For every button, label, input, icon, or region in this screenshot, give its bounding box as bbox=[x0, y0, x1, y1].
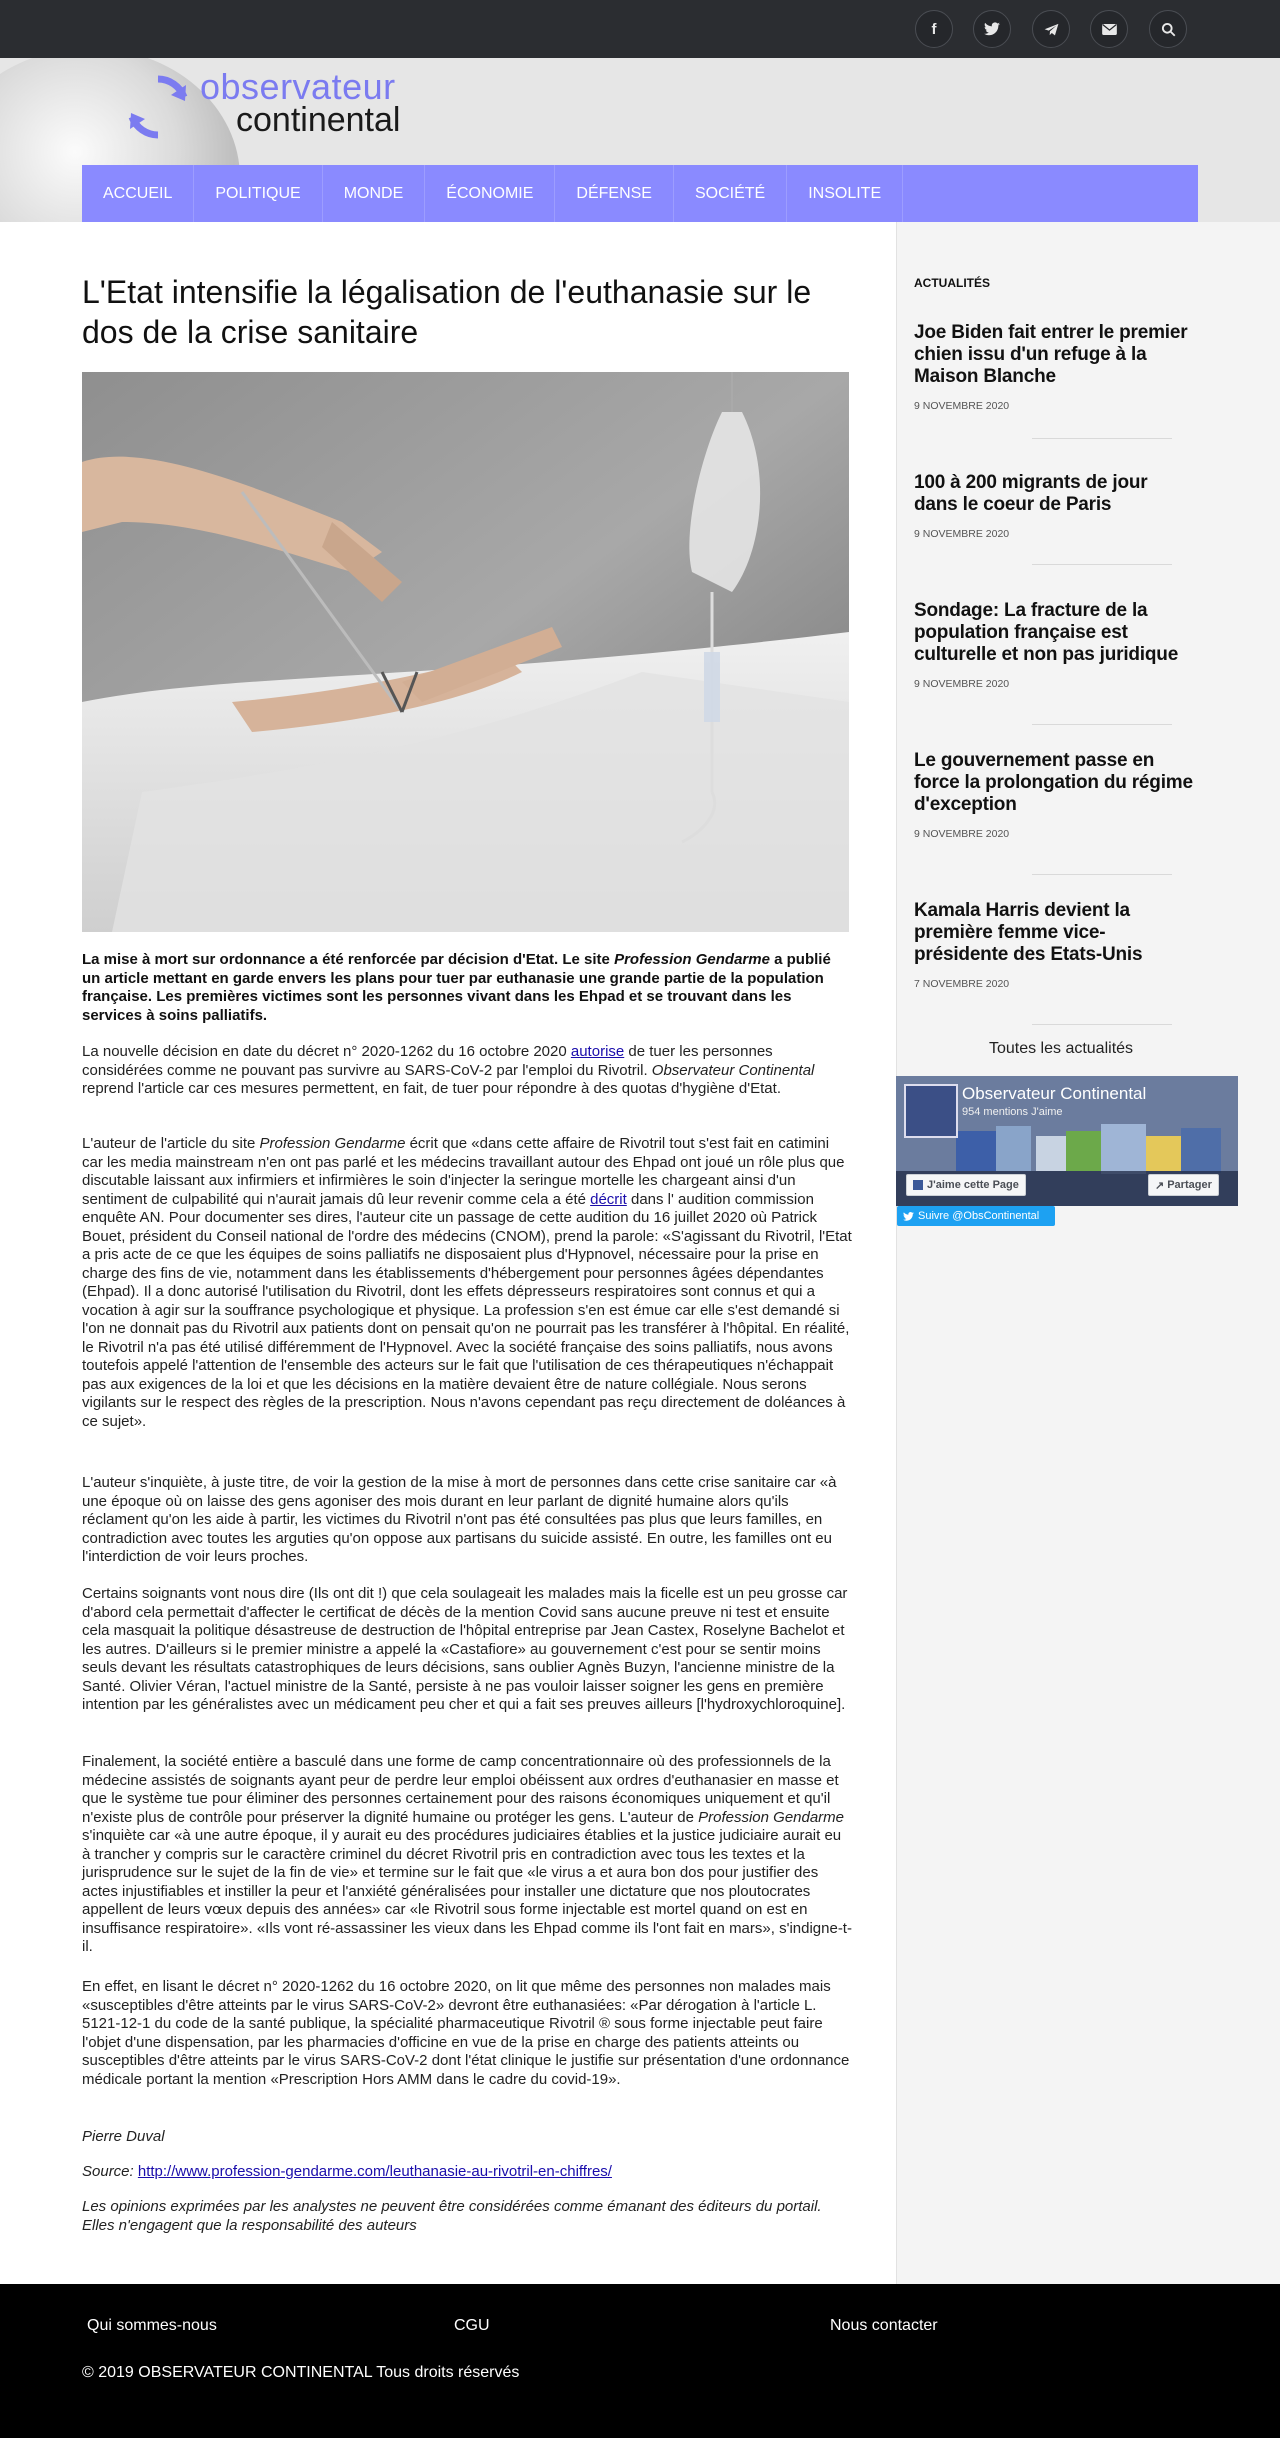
twitter-icon bbox=[903, 1212, 914, 1221]
news-title[interactable]: Joe Biden fait entrer le premier chien issu d'un refuge à la Maison Blanche bbox=[914, 322, 1188, 387]
news-date: 9 NOVEMBRE 2020 bbox=[914, 828, 1010, 840]
news-item-5[interactable] bbox=[914, 900, 1194, 990]
news-divider bbox=[1032, 724, 1172, 725]
article-paragraph-6: En effet, en lisant le décret n° 2020-1262 du 16 octobre 2020, on lit que même des personnes non malades mais «susceptibles d'être atteints par le virus SARS-CoV-2» devront être euthanasiées: «Par dérogation à l'article L. 5121-12-1 du code de la santé publique, la spécialité pharmaceutique Rivotril ® sous forme injectable peut faire l'objet d'une dispensation, par les pharmacies d'officine en vue de la prise en charge des patients atteints ou susceptibles d'être atteints par le virus SARS-CoV-2 dont l'état clinique le justifie sur présentation d'une ordonnance médicale portant la mention «Prescription Hors AMM dans le cadre du covid-19». bbox=[82, 1978, 850, 2088]
p1-text-a: La nouvelle décision en date du décret n° 2020-1262 du 16 octobre 2020 bbox=[82, 1043, 571, 1060]
all-news-link[interactable]: Toutes les actualités bbox=[988, 1040, 1134, 1057]
nav-politique[interactable]: POLITIQUE bbox=[194, 165, 322, 222]
p2-text-b: écrit que «dans cette affaire de Rivotril tout s'est fait en catimini car les media mainstream n'en ont pas parlé et les médecins travaillant autour des Ehpad ont joué un rôle plus que discutable laissant aux infirmiers et infirmières le soin d'injecter la seringue mortelle les chargeant ainsi d'un sentiment de culpabilité qui n'aurait jamais dû leur revenir comme cela a été bbox=[82, 1135, 845, 1208]
lead-text-b: a publié un article mettant en garde envers les plans pour tuer par euthanasie une grande partie de la population française. Les premières victimes sont les personnes vivant dans les Ehpad et se trouvant dans les services à soins palliatifs. bbox=[82, 951, 831, 1024]
fb-page-name[interactable]: Observateur Continental bbox=[962, 1084, 1147, 1103]
twitter-icon[interactable] bbox=[973, 10, 1011, 48]
article-author: Pierre Duval bbox=[82, 2128, 165, 2145]
nav-insolite[interactable]: INSOLITE bbox=[787, 165, 903, 222]
logo-text-continental[interactable]: continental bbox=[236, 101, 401, 139]
news-divider bbox=[1032, 438, 1172, 439]
news-divider bbox=[1032, 874, 1172, 875]
nav-accueil[interactable]: ACCUEIL bbox=[82, 165, 194, 222]
news-divider bbox=[1032, 564, 1172, 565]
source-link[interactable]: http://www.profession-gendarme.com/leuthanasie-au-rivotril-en-chiffres/ bbox=[137, 2163, 612, 2180]
news-title[interactable]: 100 à 200 migrants de jour dans le coeur de Paris bbox=[914, 472, 1148, 515]
article-source bbox=[82, 2163, 852, 2182]
p2-text-a: L'auteur de l'article du site bbox=[82, 1135, 260, 1152]
autorise-link[interactable]: autorise bbox=[570, 1043, 625, 1060]
news-date: 9 NOVEMBRE 2020 bbox=[914, 678, 1010, 690]
nav-defense[interactable]: DÉFENSE bbox=[555, 165, 674, 222]
article-disclaimer: Les opinions exprimées par les analystes ne peuvent être considérées comme émanant des éditeurs du portail. Elles n'engagent que la responsabilité des auteurs bbox=[82, 2198, 822, 2234]
news-date: 9 NOVEMBRE 2020 bbox=[914, 528, 1010, 540]
fb-share-label: Partager bbox=[1167, 1179, 1212, 1191]
telegram-icon[interactable] bbox=[1032, 10, 1070, 48]
p5-text-a: Finalement, la société entière a basculé dans une forme de camp concentrationnaire où des professionnels de la médecine assistés de soignants ayant peur de perdre leur emploi obéissent aux ordres d'euthanasier en masse et que le système tue pour éliminer des personnes certainement pour des raisons économiques uniquement et qu'il n'existe plus de contrôle pour préserver la dignité humaine ou protéger les gens. L'auteur de bbox=[82, 1753, 839, 1826]
footer-about-link[interactable]: Qui sommes-nous bbox=[87, 2317, 217, 2334]
p1-text-b: de tuer les personnes considérées comme ne pouvant pas survivre au SARS-CoV-2 par l'emploi du Rivotril. bbox=[82, 1043, 773, 1079]
fb-share-button[interactable] bbox=[1148, 1174, 1219, 1196]
news-item-2[interactable] bbox=[914, 472, 1194, 540]
p2-em: Profession Gendarme bbox=[259, 1135, 406, 1152]
fb-like-label: J'aime cette Page bbox=[927, 1179, 1019, 1191]
fb-page-avatar[interactable] bbox=[904, 1084, 958, 1138]
p2-text-c: dans l' audition commission enquête AN. Pour documenter ses dires, l'auteur cite un passage de cette audition du 16 juillet 2020 où Patrick Bouet, président du Conseil national de l'ordre des médecins (CNOM), prend la parole: «S'agissant du Rivotril, l'Etat a pris acte de ce que les équipes de soins palliatifs ne disposaient plus d'Hypnovel, nécessaire pour la prise en charge des fins de vie, notamment dans les établissements d'hébergement pour personnes âgées dépendantes (Ehpad). Il a donc autorisé l'utilisation du Rivotril, dont les effets dépresseurs respiratoires sont connus et qui a vocation à agir sur la souffrance psychologique et physique. La profession s'en est émue car elle s'est demandé si l'on ne donnait pas du Rivotril aux patients dont on pensait qu'on ne pourrait pas les transférer à l'hôpital. En réalité, le Rivotril n'a pas été utilisé différemment de l'Hypnovel. Avec la société française des soins palliatifs, nous avons toutefois appelé l'attention de l'ensemble des acteurs sur le fait que l'utilisation de ces thérapeutiques n'échappait pas aux exigences de la loi et que les décisions en la matière devaient être de nature collégiale. Nous serons vigilants sur le respect des règles de la prescription. Nous n'avons cependant pas reçu directement de doléances à ce sujet». bbox=[82, 1190, 852, 1430]
top-bar bbox=[0, 0, 1280, 58]
p1-text-c: reprend l'article car ces mesures permettent, en fait, de tuer pour répondre à des quotas d'hygiène d'Etat. bbox=[82, 1080, 781, 1097]
footer-contact-link[interactable]: Nous contacter bbox=[830, 2317, 938, 2334]
share-icon: ↗ bbox=[1155, 1179, 1165, 1192]
search-icon[interactable] bbox=[1149, 10, 1187, 48]
decrit-link[interactable]: décrit bbox=[590, 1190, 627, 1208]
article-paragraph-5 bbox=[82, 1753, 852, 1957]
lead-text-a: La mise à mort sur ordonnance a été renforcée par décision d'Etat. Le site bbox=[82, 951, 615, 968]
news-title[interactable]: Sondage: La fracture de la population française est culturelle et non pas juridique bbox=[914, 600, 1179, 665]
news-date: 9 NOVEMBRE 2020 bbox=[914, 400, 1010, 412]
nav-societe[interactable]: SOCIÉTÉ bbox=[674, 165, 787, 222]
footer-copyright: © 2019 OBSERVATEUR CONTINENTAL Tous droits réservés bbox=[82, 2364, 520, 2381]
fb-like-page-button[interactable] bbox=[906, 1174, 1026, 1196]
facebook-page-widget[interactable] bbox=[896, 1076, 1238, 1206]
news-heading: ACTUALITÉS bbox=[914, 276, 990, 290]
news-item-1[interactable] bbox=[914, 322, 1194, 412]
facebook-icon bbox=[913, 1180, 923, 1190]
news-item-3[interactable] bbox=[914, 600, 1194, 690]
news-title[interactable]: Kamala Harris devient la première femme vice-présidente des Etats-Unis bbox=[914, 900, 1143, 965]
site-footer bbox=[0, 2284, 1280, 2438]
fb-likes-count: 954 mentions J'aime bbox=[962, 1106, 1063, 1118]
news-divider bbox=[1032, 1024, 1172, 1025]
facebook-icon[interactable]: f bbox=[915, 10, 953, 48]
p1-em: Observateur Continental bbox=[651, 1061, 815, 1079]
p5-em: Profession Gendarme bbox=[698, 1808, 845, 1826]
article-title: L'Etat intensifie la légalisation de l'euthanasie sur le dos de la crise sanitaire bbox=[82, 274, 812, 350]
footer-cgu-link[interactable]: CGU bbox=[454, 2317, 490, 2334]
source-label: Source: bbox=[82, 2163, 138, 2180]
article-paragraph-3: L'auteur s'inquiète, à juste titre, de voir la gestion de la mise à mort de personnes dans cette crise sanitaire car «à une époque où on laisse des gens agoniser des mois durant en leur parlant de dignité humaine alors qu'ils réclament qu'on les aide à partir, les victimes du Rivotril n'ont pas été consultées pas plus que leurs familles, en contradiction avec toutes les arguties qu'on oppose aux partisans du suicide assisté. En outre, les familles ont eu l'interdiction de voir leurs proches. bbox=[82, 1474, 837, 1565]
logo-icon[interactable] bbox=[124, 73, 192, 141]
news-date: 7 NOVEMBRE 2020 bbox=[914, 978, 1010, 990]
twitter-follow-button[interactable] bbox=[897, 1206, 1055, 1226]
main-nav bbox=[82, 165, 1198, 222]
mail-icon[interactable] bbox=[1090, 10, 1128, 48]
article-lead bbox=[82, 951, 852, 1025]
nav-monde[interactable]: MONDE bbox=[323, 165, 426, 222]
article-paragraph-2 bbox=[82, 1135, 852, 1431]
logo-text-observateur[interactable]: observateur bbox=[200, 66, 396, 107]
article-paragraph-4: Certains soignants vont nous dire (Ils ont dit !) que cela soulageait les malades mais la ficelle est un peu grosse car d'abord cela permettait d'affecter le certificat de décès de la mention Covid sans aucune preuve ni test et ensuite cela masquait la politique désastreuse de destruction de l'hôpital entreprise par Jean Castex, Roselyne Bachelot et les autres. D'ailleurs si le premier ministre a appelé la «Castafiore» au gouvernement c'est pour se sentir moins seuls devant les résultats catastrophiques de leurs décisions, sans oublier Agnès Buzyn, l'ancienne ministre de la Santé. Olivier Véran, l'actuel ministre de la Santé, persiste à ne pas vouloir laisser soigner les gens en première intention par les généralistes avec un médicament peu cher et qui a fait ses preuves ailleurs [l'hydroxychloroquine]. bbox=[82, 1585, 848, 1713]
twitter-follow-label: Suivre @ObsContinental bbox=[918, 1210, 1040, 1222]
p5-text-b: s'inquiète car «à une autre époque, il y aurait eu des procédures judiciaires établies et la justice judiciaire aurait eu à trancher y compris sur le caractère criminel du décret Rivotril pris en contradiction avec tous les textes et la jurisprudence sur le sujet de la fin de vie» et termine sur le fait que «le virus a et aura bon dos pour justifier des actes injustifiables et instiller la peur et l'anxiété généralisées pour installer une dictature que nos ploutocrates appellent de leurs vœux depuis des années» car «le Rivotril sous forme injectable est mortel quand on est en insuffisance respiratoire». «Ils vont ré-assassiner les vieux dans les Ehpad comme ils l'ont fait en mars», s'indigne-t-il. bbox=[82, 1827, 852, 1955]
lead-em: Profession Gendarme bbox=[614, 951, 770, 968]
news-item-4[interactable] bbox=[914, 750, 1194, 840]
article-hero-image bbox=[82, 372, 849, 932]
article-paragraph-1 bbox=[82, 1043, 852, 1099]
news-title[interactable]: Le gouvernement passe en force la prolongation du régime d'exception bbox=[914, 750, 1193, 815]
nav-economie[interactable]: ÉCONOMIE bbox=[425, 165, 555, 222]
